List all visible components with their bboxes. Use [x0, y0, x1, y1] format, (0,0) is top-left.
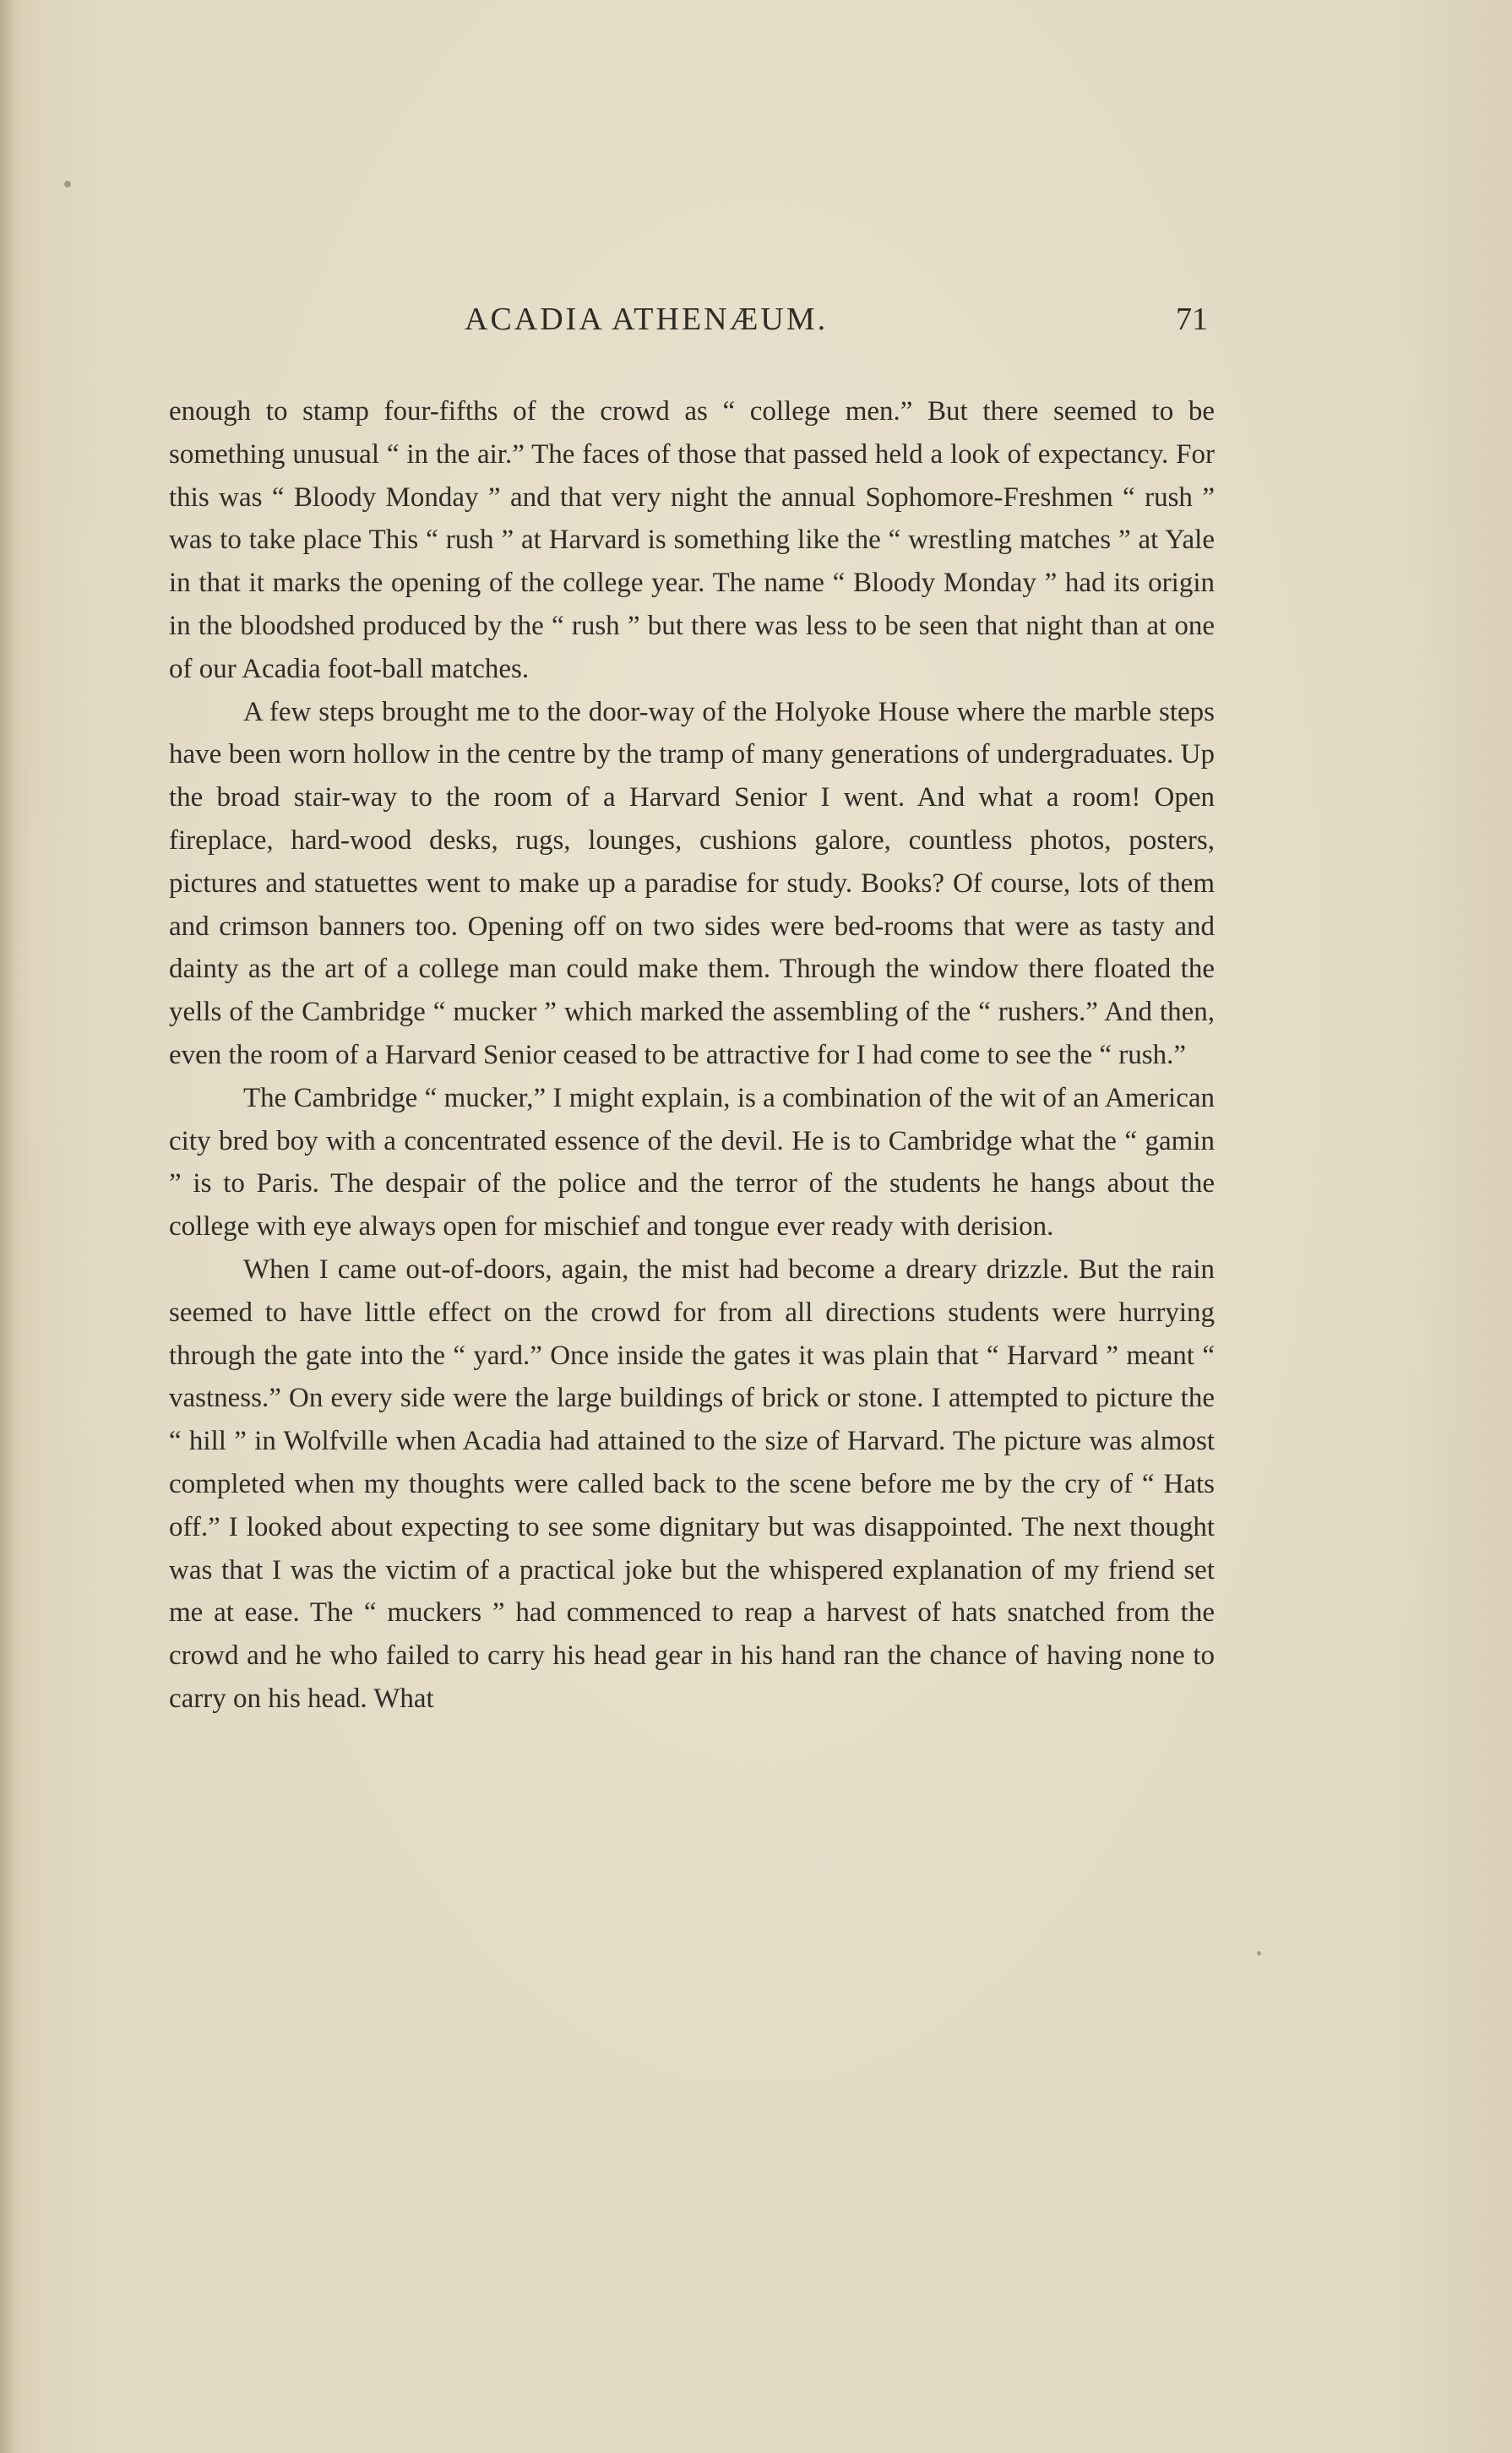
paragraph: The Cambridge “ mucker,” I might explain, is a combination of the wit of an American city bred boy with a concentrated essence of the devil. He is to Cambridge what the “ gamin ” is to Paris. The despair of the police and the terror of the students he hangs about the college with eye always open for mischief and tongue ever ready with derision. — [169, 1082, 1215, 1243]
running-head: ACADIA ATHENÆUM. — [465, 302, 829, 337]
body-text — [169, 390, 1215, 1721]
paper-speck — [64, 181, 71, 188]
paragraph: enough to stamp four-fifths of the crowd as “ college men.” But there seemed to be something unusual “ in the air.” The faces of those that passed held a look of expectancy. For this was “ Bloody Monday ” and that very night the annual Sophomore-Freshmen “ rush ” was to take place This “ rush ” at Harvard is something like the “ wrestling matches ” at Yale in that it marks the opening of the college year. The name “ Bloody Monday ” had its origin in the bloodshed produced by the “ rush ” but there was less to be seen that night than at one of our Acadia foot-ball matches. — [169, 396, 1215, 684]
paragraph: A few steps brought me to the door-way of the Holyoke House where the marble steps have been worn hollow in the centre by the tramp of many generations of undergraduates. Up the broad stair-way to the room of a Harvard Senior I went. And what a room! Open fireplace, hard-wood desks, rugs, lounges, cushions galore, countless photos, posters, pictures and statuettes went to make up a paradise for study. Books? Of course, lots of them and crimson banners too. Opening off on two sides were bed-rooms that were as tasty and dainty as the art of a college man could make them. Through the window there floated the yells of the Cambridge “ mucker ” which marked the assembling of the “ rushers.” And then, even the room of a Harvard Senior ceased to be attractive for I had come to see the “ rush.” — [169, 696, 1215, 1070]
paper-speck — [1257, 1951, 1261, 1955]
paragraph: When I came out-of-doors, again, the mist had become a dreary drizzle. But the rain seemed to have little effect on the crowd for from all directions students were hurrying through the gate into the “ yard.” Once inside the gates it was plain that “ Harvard ” meant “ vastness.” On every side were the large buildings of brick or stone. I attempted to picture the “ hill ” in Wolfville when Acadia had attained to the size of Harvard. The picture was almost completed when my thoughts were called back to the scene before me by the cry of “ Hats off.” I looked about expecting to see some dignitary but was disappointed. The next thought was that I was the victim of a practical joke but the whispered explanation of my friend set me at ease. The “ muckers ” had commenced to reap a harvest of hats snatched from the crowd and he who failed to carry his head gear in his hand ran the chance of having none to carry on his head. What — [169, 1254, 1215, 1714]
binding-shadow — [0, 0, 15, 2453]
page-number: 71 — [1176, 302, 1208, 337]
page-header — [169, 301, 1208, 351]
